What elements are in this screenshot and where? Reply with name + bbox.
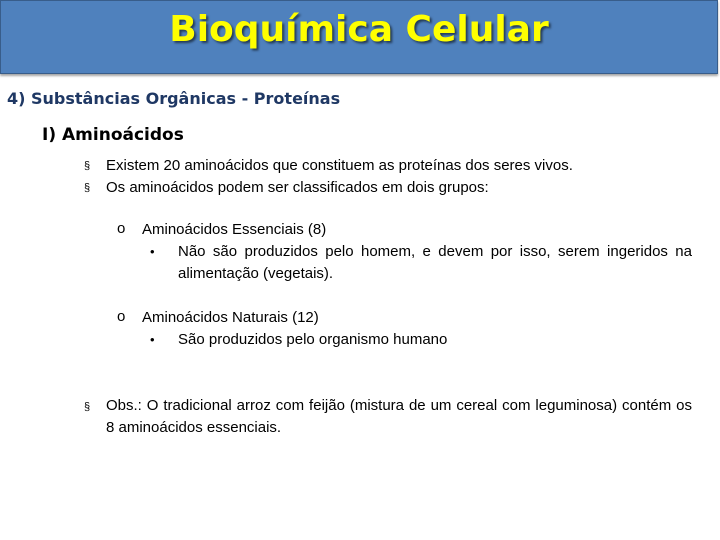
group-essential-name: Aminoácidos Essenciais [142,221,304,238]
subsection-heading: I) Aminoácidos [42,125,184,145]
dot-bullet-icon: • [150,332,155,347]
group-natural [142,307,319,329]
group-natural-count: (12) [292,309,319,326]
square-bullet-icon: § [84,182,91,194]
square-bullet-icon: § [84,401,91,413]
dot-bullet-icon: • [150,244,155,259]
group-essential-detail: Não são produzidos pelo homem, e devem por isso, serem ingeridos na alimentação (vegetais). [178,243,692,282]
obs-text: Obs.: O tradicional arroz com feijão (mistura de um cereal com leguminosa) contém os 8 aminoácidos essenciais. [106,397,692,436]
title-banner [0,0,718,74]
square-bullet-icon: § [84,160,91,172]
slide-title: Bioquímica Celular [169,9,549,50]
circle-bullet-icon: o [117,308,126,325]
group-essential-count: (8) [307,221,327,238]
section-heading: 4) Substâncias Orgânicas - Proteínas [7,89,341,108]
bullet-text-2: Os aminoácidos podem ser classificados em dois grupos: [106,179,489,196]
group-natural-detail: São produzidos pelo organismo humano [178,331,448,348]
group-natural-name: Aminoácidos Naturais [142,309,288,326]
circle-bullet-icon: o [117,220,126,237]
group-essential [142,219,326,241]
bullet-text-1: Existem 20 aminoácidos que constituem as proteínas dos seres vivos. [106,157,573,174]
